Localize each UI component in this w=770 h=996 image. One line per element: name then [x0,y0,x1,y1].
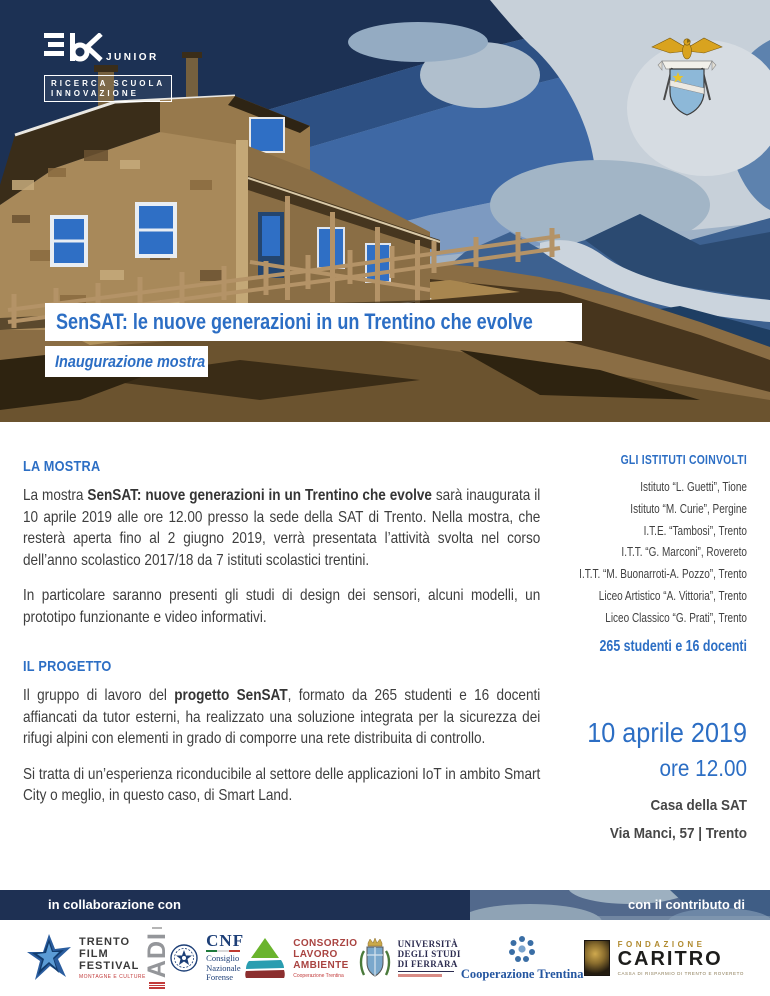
footer-bar [0,890,770,920]
logo-consorzio-lavoro-ambiente [244,936,357,980]
istituti-total: 265 studenti e 16 docenti [599,637,747,655]
progetto-paragraph-1 [23,685,540,750]
cla-line3: AMBIENTE [293,959,349,971]
cnf-flag-rule [206,950,240,952]
istituti-panel [547,452,747,656]
cnf-emblem-icon [168,941,200,975]
caritro-wordmark: CARITRO [617,948,723,970]
istituti-item: Liceo Classico “G. Prati”, Trento [605,610,747,625]
istituti-item: I.T.T. “G. Marconi”, Rovereto [621,545,747,560]
progetto-p1-bold: progetto SenSAT [174,687,288,704]
adi-wordmark: ADI [143,932,172,979]
tff-line1: TRENTO [79,936,131,948]
mostra-heading: LA MOSTRA [23,458,101,475]
fbk-junior-label: JUNIOR [106,52,159,63]
tff-line2: FILM [79,948,109,960]
cnf-line3: Forense [206,972,234,983]
logo-universita-ferrara [358,935,461,981]
unife-small-text [398,974,442,977]
tff-line3: FESTIVAL [79,960,140,972]
unife-crest-icon [358,935,392,981]
event-subtitle: Inaugurazione mostra [55,351,206,371]
event-subtitle-banner [45,346,208,377]
event-date: 10 aprile 2019 [587,717,747,748]
adi-red-lines [149,981,165,989]
contribution-label: con il contributo di [628,897,745,912]
mostra-p1-bold: SenSAT: nuove generazioni in un Trentino che evolve [87,487,432,504]
logo-trento-film-festival [26,933,146,983]
cla-line2: LAVORO [293,948,338,960]
coop-wordmark: Cooperazione Trentina [460,967,584,981]
mostra-paragraph-2: In particolare saranno presenti gli studi di design dei sensori, alcuni modelli, un prototipo funzionante e video informativi. [23,587,541,626]
logo-adi [143,927,172,989]
istituti-item: Istituto “L. Guetti”, Tione [640,480,747,494]
fbk-junior-logo [44,33,174,102]
event-title-banner [45,303,582,341]
logo-cooperazione-trentina [461,934,584,982]
istituti-item: I.T.T. “M. Buonarroti-A. Pozzo”, Trento [579,567,747,582]
event-venue: Casa della SAT [650,797,747,814]
istituti-item: Liceo Artistico “A. Vittoria”, Trento [598,588,747,603]
fbk-glyph-icon [44,33,104,63]
logo-cnf [168,933,244,983]
fbk-tagline-line2: INNOVAZIONE [51,89,139,98]
istituti-heading: GLI ISTITUTI COINVOLTI [620,452,747,467]
caritro-tagline: CASSA DI RISPARMIO DI TRENTO E ROVERETO [617,971,744,976]
collaboration-label: in collaborazione con [48,897,181,912]
unife-line1: UNIVERSITÀ [397,939,459,950]
caritro-top-label: FONDAZIONE [617,940,706,949]
unife-line2: DEGLI STUDI [397,949,461,960]
tff-tagline: MONTAGNE E CULTURE [79,974,146,980]
event-time: ore 12.00 [659,755,747,781]
adi-small-text [152,927,162,929]
tff-star-icon [26,933,72,983]
sat-emblem-icon [650,34,726,120]
istituti-item: I.T.E. “Tambosi”, Trento [643,523,747,538]
istituti-list [547,477,747,630]
mostra-p1-post: sarà inaugurata il 10 aprile 2019 alle ore 12.00 presso la sede della SAT di Trento. Nella mostra, che resterà aperta fino al 2 giugno 2019, verrà presentata l’attività svolta nel corso dell’anno scolastico 2017/18 da 7 istituti scolastici trentini. [23,487,541,569]
hero-image [0,0,770,422]
mostra-p1-pre: La mostra [23,487,88,504]
istituti-item: Istituto “M. Curie”, Pergine [630,501,747,516]
progetto-heading: IL PROGETTO [23,658,112,675]
logo-fondazione-caritro [584,940,744,976]
unife-rule [398,971,454,972]
progetto-paragraph-2: Si tratta di un’esperienza riconducibile al settore delle applicazioni IoT in ambito Smart City o meglio, in questo caso, di Smart Land. [23,765,541,804]
unife-line3: DI FERRARA [397,959,458,970]
progetto-p1-pre: Il gruppo di lavoro del [23,687,175,704]
cnf-line2: Nazionale [206,962,241,973]
cla-tagline: Cooperazione Trentina [293,972,344,979]
partner-logo-strip [0,920,770,996]
caritro-shield-icon [584,940,610,976]
cla-line1: CONSORZIO [293,937,358,949]
event-address: Via Manci, 57 | Trento [609,825,747,842]
cla-triangle-icon [244,936,286,980]
cnf-abbr: CNF [206,931,245,951]
mostra-paragraph-1 [23,485,540,571]
main-text-column [23,422,540,807]
cnf-line1: Consiglio [206,953,240,964]
progetto-p1-post: , formato da 265 studenti e 16 docenti affiancati da tutor esterni, ha realizzato una soluzione integrata per la sicurezza dei rifugi alpini con elementi in grado di comporre una rete distribuita di controllo. [23,687,541,747]
event-details-panel [547,716,747,842]
coop-flower-icon [507,934,537,964]
fbk-tagline-box [44,75,172,102]
fbk-tagline-line1: RICERCA SCUOLA [51,79,166,88]
event-title: SenSAT: le nuove generazioni in un Trentino che evolve [56,309,533,334]
